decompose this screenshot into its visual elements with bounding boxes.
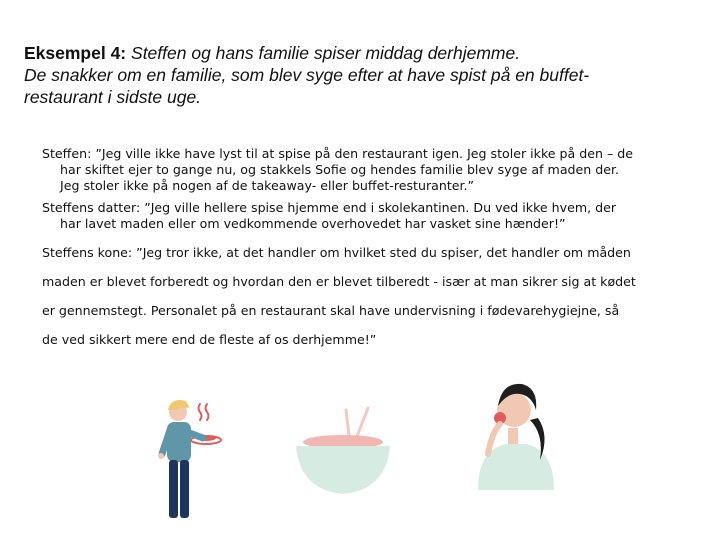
woman-eating-illustration (470, 378, 562, 492)
quote-line: er gennemstegt. Personalet på en restaurant skal have undervisning i fødevarehygiejne, så (42, 303, 620, 318)
quote-line: Jeg stoler ikke på nogen af de takeaway- eller buffet-resturanter.” (60, 178, 475, 193)
woman-neck (508, 428, 518, 444)
man-leg (180, 460, 189, 518)
quote-wife (42, 238, 682, 354)
heading-line-3: restaurant i sidste uge. (24, 87, 202, 107)
slide-heading (24, 42, 704, 108)
example-label: Eksempel 4: (24, 43, 127, 63)
bowl-icon (296, 446, 390, 494)
quote-line: har skiftet ejer to gange nu, og stakkels Sofie og hendes familie blev syge af maden der. (60, 162, 620, 177)
quote-line: har lavet maden eller om vedkommende overhovedet har vasket sine hænder!” (60, 216, 566, 231)
quote-line: maden er blevet forberedt og hvordan den er blevet tilberedt - især at man sikrer sig at kødet (42, 274, 636, 289)
quote-line: de ved sikkert mere end de fleste af os derhjemme!” (42, 332, 377, 347)
example-intro: Steffen og hans familie spiser middag derhjemme. (131, 43, 521, 63)
man-with-dish-illustration (140, 398, 230, 528)
man-hand (158, 453, 164, 459)
heading-line-1 (24, 42, 704, 64)
quote-daughter (42, 200, 682, 232)
man-leg (169, 460, 178, 518)
dialogue (42, 146, 682, 354)
quote-steffen (42, 146, 682, 194)
quote-line: Steffen: ”Jeg ville ikke have lyst til at spise på den restaurant igen. Jeg stoler ikke på den – de (42, 146, 634, 161)
steam-icon (199, 404, 209, 420)
noodle-bowl-illustration (294, 404, 392, 500)
quote-line: Steffens datter: ”Jeg ville hellere spise hjemme end i skolekantinen. Du ved ikke hvem, der (42, 200, 617, 215)
heading-line-2: De snakker om en familie, som blev syge efter at have spist på en buffet- (24, 65, 590, 85)
quote-line: Steffens kone: ”Jeg tror ikke, at det handler om hvilket sted du spiser, det handler om måden (42, 245, 631, 260)
